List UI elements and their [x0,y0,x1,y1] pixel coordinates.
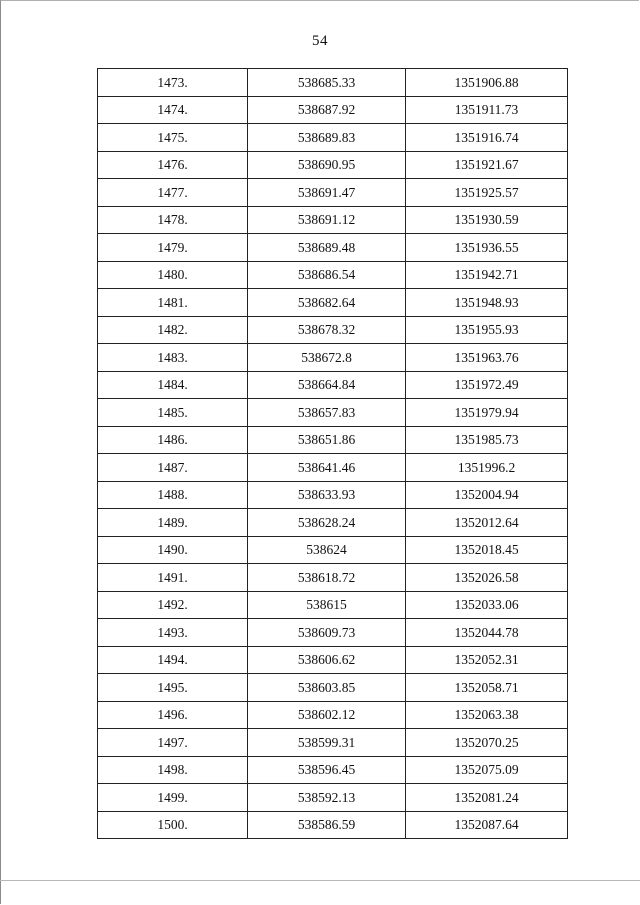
point-number-cell: 1499. [98,784,248,812]
x-coordinate-cell: 538624 [248,536,406,564]
x-coordinate-cell: 538618.72 [248,564,406,592]
point-number-cell: 1474. [98,96,248,124]
table-row [98,674,568,702]
table-row [98,289,568,317]
table-row [98,536,568,564]
point-number-cell: 1488. [98,481,248,509]
table-row [98,564,568,592]
x-coordinate-cell: 538686.54 [248,261,406,289]
y-coordinate-cell: 1351936.55 [406,234,568,262]
table-row [98,69,568,97]
y-coordinate-cell: 1351963.76 [406,344,568,372]
x-coordinate-cell: 538672.8 [248,344,406,372]
x-coordinate-cell: 538664.84 [248,371,406,399]
table-row [98,399,568,427]
x-coordinate-cell: 538682.64 [248,289,406,317]
y-coordinate-cell: 1352075.09 [406,756,568,784]
y-coordinate-cell: 1352058.71 [406,674,568,702]
x-coordinate-cell: 538633.93 [248,481,406,509]
page-bottom-rule [0,880,640,881]
point-number-cell: 1475. [98,124,248,152]
point-number-cell: 1485. [98,399,248,427]
y-coordinate-cell: 1351948.93 [406,289,568,317]
table-row [98,426,568,454]
point-number-cell: 1483. [98,344,248,372]
point-number-cell: 1479. [98,234,248,262]
point-number-cell: 1494. [98,646,248,674]
table-row [98,756,568,784]
y-coordinate-cell: 1351930.59 [406,206,568,234]
y-coordinate-cell: 1351921.67 [406,151,568,179]
y-coordinate-cell: 1352052.31 [406,646,568,674]
x-coordinate-cell: 538651.86 [248,426,406,454]
y-coordinate-cell: 1351942.71 [406,261,568,289]
table-row [98,151,568,179]
page-number: 54 [312,33,328,49]
coordinates-table [97,68,568,839]
y-coordinate-cell: 1351925.57 [406,179,568,207]
point-number-cell: 1491. [98,564,248,592]
y-coordinate-cell: 1351911.73 [406,96,568,124]
coordinates-table-body [98,69,568,839]
point-number-cell: 1476. [98,151,248,179]
point-number-cell: 1497. [98,729,248,757]
x-coordinate-cell: 538609.73 [248,619,406,647]
table-row [98,206,568,234]
x-coordinate-cell: 538615 [248,591,406,619]
y-coordinate-cell: 1352044.78 [406,619,568,647]
y-coordinate-cell: 1351996.2 [406,454,568,482]
y-coordinate-cell: 1351972.49 [406,371,568,399]
table-row [98,124,568,152]
table-row [98,261,568,289]
point-number-cell: 1492. [98,591,248,619]
point-number-cell: 1482. [98,316,248,344]
x-coordinate-cell: 538586.59 [248,811,406,839]
y-coordinate-cell: 1351916.74 [406,124,568,152]
table-row [98,509,568,537]
point-number-cell: 1498. [98,756,248,784]
y-coordinate-cell: 1351906.88 [406,69,568,97]
point-number-cell: 1487. [98,454,248,482]
x-coordinate-cell: 538689.83 [248,124,406,152]
y-coordinate-cell: 1352070.25 [406,729,568,757]
y-coordinate-cell: 1352012.64 [406,509,568,537]
x-coordinate-cell: 538685.33 [248,69,406,97]
table-row [98,619,568,647]
x-coordinate-cell: 538689.48 [248,234,406,262]
table-row [98,96,568,124]
x-coordinate-cell: 538690.95 [248,151,406,179]
table-row [98,371,568,399]
table-row [98,729,568,757]
y-coordinate-cell: 1352063.38 [406,701,568,729]
x-coordinate-cell: 538596.45 [248,756,406,784]
table-row [98,591,568,619]
point-number-cell: 1481. [98,289,248,317]
point-number-cell: 1493. [98,619,248,647]
table-row [98,646,568,674]
table-row [98,234,568,262]
point-number-cell: 1500. [98,811,248,839]
x-coordinate-cell: 538603.85 [248,674,406,702]
point-number-cell: 1486. [98,426,248,454]
x-coordinate-cell: 538678.32 [248,316,406,344]
x-coordinate-cell: 538687.92 [248,96,406,124]
x-coordinate-cell: 538691.12 [248,206,406,234]
y-coordinate-cell: 1352087.64 [406,811,568,839]
x-coordinate-cell: 538657.83 [248,399,406,427]
point-number-cell: 1496. [98,701,248,729]
x-coordinate-cell: 538592.13 [248,784,406,812]
y-coordinate-cell: 1351955.93 [406,316,568,344]
point-number-cell: 1477. [98,179,248,207]
y-coordinate-cell: 1352081.24 [406,784,568,812]
table-row [98,316,568,344]
point-number-cell: 1480. [98,261,248,289]
table-row [98,179,568,207]
x-coordinate-cell: 538641.46 [248,454,406,482]
x-coordinate-cell: 538606.62 [248,646,406,674]
y-coordinate-cell: 1352004.94 [406,481,568,509]
point-number-cell: 1490. [98,536,248,564]
x-coordinate-cell: 538628.24 [248,509,406,537]
x-coordinate-cell: 538599.31 [248,729,406,757]
table-row [98,701,568,729]
y-coordinate-cell: 1352018.45 [406,536,568,564]
point-number-cell: 1495. [98,674,248,702]
y-coordinate-cell: 1351985.73 [406,426,568,454]
table-row [98,811,568,839]
point-number-cell: 1489. [98,509,248,537]
y-coordinate-cell: 1352033.06 [406,591,568,619]
x-coordinate-cell: 538602.12 [248,701,406,729]
table-row [98,481,568,509]
point-number-cell: 1473. [98,69,248,97]
y-coordinate-cell: 1352026.58 [406,564,568,592]
y-coordinate-cell: 1351979.94 [406,399,568,427]
point-number-cell: 1484. [98,371,248,399]
table-row [98,454,568,482]
table-row [98,344,568,372]
point-number-cell: 1478. [98,206,248,234]
x-coordinate-cell: 538691.47 [248,179,406,207]
table-row [98,784,568,812]
